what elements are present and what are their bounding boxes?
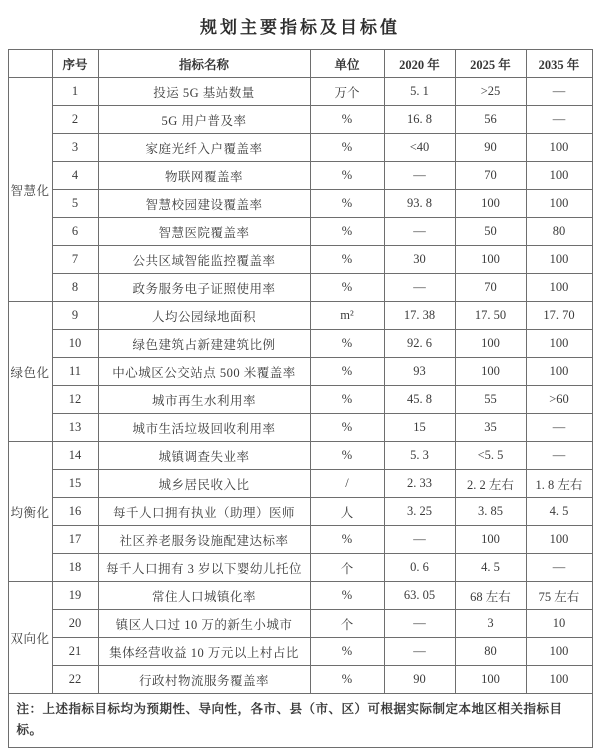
- unit-cell: 个: [310, 554, 384, 582]
- row-number: 13: [52, 414, 98, 442]
- row-number: 11: [52, 358, 98, 386]
- value-2025: 55: [455, 386, 526, 414]
- table-row: [8, 442, 592, 470]
- header-group: [8, 50, 52, 78]
- unit-cell: 个: [310, 610, 384, 638]
- value-2025: 17. 50: [455, 302, 526, 330]
- value-2035: 100: [526, 638, 592, 666]
- row-number: 9: [52, 302, 98, 330]
- value-2020: 3. 25: [384, 498, 455, 526]
- value-2025: 70: [455, 274, 526, 302]
- value-2020: 90: [384, 666, 455, 694]
- value-2035: —: [526, 106, 592, 134]
- value-2035: 100: [526, 274, 592, 302]
- unit-cell: 人: [310, 498, 384, 526]
- indicator-name: 常住人口城镇化率: [98, 582, 310, 610]
- value-2025: 100: [455, 526, 526, 554]
- table-row: [8, 78, 592, 106]
- value-2035: —: [526, 78, 592, 106]
- header-unit: 单位: [310, 50, 384, 78]
- value-2035: —: [526, 442, 592, 470]
- table-row: [8, 358, 592, 386]
- indicator-name: 智慧医院覆盖率: [98, 218, 310, 246]
- unit-cell: /: [310, 470, 384, 498]
- row-number: 16: [52, 498, 98, 526]
- table-row: [8, 526, 592, 554]
- value-2025: 100: [455, 246, 526, 274]
- table-row: [8, 190, 592, 218]
- row-number: 1: [52, 78, 98, 106]
- row-number: 7: [52, 246, 98, 274]
- value-2035: —: [526, 554, 592, 582]
- row-number: 17: [52, 526, 98, 554]
- value-2035: 100: [526, 134, 592, 162]
- value-2020: —: [384, 274, 455, 302]
- indicator-name: 投运 5G 基站数量: [98, 78, 310, 106]
- table-footer: [8, 694, 592, 748]
- value-2025: 70: [455, 162, 526, 190]
- row-number: 8: [52, 274, 98, 302]
- value-2020: 93. 8: [384, 190, 455, 218]
- row-number: 19: [52, 582, 98, 610]
- indicator-name: 绿色建筑占新建建筑比例: [98, 330, 310, 358]
- unit-cell: %: [310, 330, 384, 358]
- unit-cell: %: [310, 638, 384, 666]
- value-2025: 50: [455, 218, 526, 246]
- value-2025: >25: [455, 78, 526, 106]
- indicator-name: 城市生活垃圾回收利用率: [98, 414, 310, 442]
- value-2020: 45. 8: [384, 386, 455, 414]
- row-number: 4: [52, 162, 98, 190]
- value-2020: 63. 05: [384, 582, 455, 610]
- group-label: 双向化: [8, 582, 52, 694]
- row-number: 20: [52, 610, 98, 638]
- row-number: 21: [52, 638, 98, 666]
- value-2035: 17. 70: [526, 302, 592, 330]
- value-2025: 100: [455, 666, 526, 694]
- value-2020: 93: [384, 358, 455, 386]
- unit-cell: %: [310, 526, 384, 554]
- value-2025: 100: [455, 358, 526, 386]
- row-number: 10: [52, 330, 98, 358]
- indicator-name: 物联网覆盖率: [98, 162, 310, 190]
- value-2020: —: [384, 218, 455, 246]
- header-2025: 2025 年: [455, 50, 526, 78]
- page-title: 规划主要指标及目标值: [200, 18, 400, 37]
- header-row: [8, 50, 592, 78]
- table-row: [8, 666, 592, 694]
- value-2035: 100: [526, 162, 592, 190]
- value-2025: 100: [455, 330, 526, 358]
- value-2025: 3. 85: [455, 498, 526, 526]
- indicator-name: 城乡居民收入比: [98, 470, 310, 498]
- indicator-name: 家庭光纤入户覆盖率: [98, 134, 310, 162]
- row-number: 22: [52, 666, 98, 694]
- indicator-name: 每千人口拥有执业（助理）医师: [98, 498, 310, 526]
- value-2025: 56: [455, 106, 526, 134]
- value-2020: 17. 38: [384, 302, 455, 330]
- header-no: 序号: [52, 50, 98, 78]
- value-2025: 35: [455, 414, 526, 442]
- value-2035: 75 左右: [526, 582, 592, 610]
- value-2020: 92. 6: [384, 330, 455, 358]
- value-2025: 68 左右: [455, 582, 526, 610]
- table-row: [8, 582, 592, 610]
- value-2035: 80: [526, 218, 592, 246]
- value-2020: 15: [384, 414, 455, 442]
- indicators-table: [8, 49, 593, 748]
- table-row: [8, 554, 592, 582]
- unit-cell: %: [310, 666, 384, 694]
- table-body: [8, 78, 592, 694]
- value-2035: 100: [526, 330, 592, 358]
- value-2020: <40: [384, 134, 455, 162]
- table-row: [8, 470, 592, 498]
- note-row: [8, 694, 592, 748]
- value-2025: 3: [455, 610, 526, 638]
- table-row: [8, 162, 592, 190]
- unit-cell: %: [310, 218, 384, 246]
- table-row: [8, 218, 592, 246]
- value-2035: 100: [526, 246, 592, 274]
- unit-cell: %: [310, 190, 384, 218]
- indicator-name: 中心城区公交站点 500 米覆盖率: [98, 358, 310, 386]
- unit-cell: %: [310, 106, 384, 134]
- value-2035: 100: [526, 190, 592, 218]
- indicator-name: 人均公园绿地面积: [98, 302, 310, 330]
- table-row: [8, 246, 592, 274]
- value-2025: 80: [455, 638, 526, 666]
- header-2020: 2020 年: [384, 50, 455, 78]
- row-number: 6: [52, 218, 98, 246]
- indicator-name: 政务服务电子证照使用率: [98, 274, 310, 302]
- value-2025: 100: [455, 190, 526, 218]
- table-row: [8, 134, 592, 162]
- value-2035: 100: [526, 666, 592, 694]
- unit-cell: %: [310, 162, 384, 190]
- value-2020: 5. 3: [384, 442, 455, 470]
- indicator-name: 社区养老服务设施配建达标率: [98, 526, 310, 554]
- indicator-name: 集体经营收益 10 万元以上村占比: [98, 638, 310, 666]
- value-2035: 4. 5: [526, 498, 592, 526]
- unit-cell: %: [310, 442, 384, 470]
- row-number: 5: [52, 190, 98, 218]
- header-indicator-name: 指标名称: [98, 50, 310, 78]
- table-row: [8, 638, 592, 666]
- indicator-name: 5G 用户普及率: [98, 106, 310, 134]
- value-2035: >60: [526, 386, 592, 414]
- table-row: [8, 302, 592, 330]
- indicator-name: 公共区域智能监控覆盖率: [98, 246, 310, 274]
- row-number: 14: [52, 442, 98, 470]
- unit-cell: 万个: [310, 78, 384, 106]
- group-label: 智慧化: [8, 78, 52, 302]
- value-2025: 2. 2 左右: [455, 470, 526, 498]
- table-header: [8, 50, 592, 78]
- indicator-name: 城镇调查失业率: [98, 442, 310, 470]
- unit-cell: %: [310, 582, 384, 610]
- unit-cell: %: [310, 274, 384, 302]
- value-2020: 16. 8: [384, 106, 455, 134]
- indicator-name: 镇区人口过 10 万的新生小城市: [98, 610, 310, 638]
- table-row: [8, 274, 592, 302]
- value-2035: 100: [526, 358, 592, 386]
- value-2020: —: [384, 610, 455, 638]
- value-2020: 2. 33: [384, 470, 455, 498]
- value-2035: 100: [526, 526, 592, 554]
- indicator-name: 智慧校园建设覆盖率: [98, 190, 310, 218]
- value-2020: 5. 1: [384, 78, 455, 106]
- indicator-name: 行政村物流服务覆盖率: [98, 666, 310, 694]
- unit-cell: %: [310, 134, 384, 162]
- group-label: 绿色化: [8, 302, 52, 442]
- group-label: 均衡化: [8, 442, 52, 582]
- unit-cell: %: [310, 414, 384, 442]
- indicator-name: 每千人口拥有 3 岁以下婴幼儿托位: [98, 554, 310, 582]
- unit-cell: %: [310, 386, 384, 414]
- unit-cell: %: [310, 358, 384, 386]
- table-row: [8, 610, 592, 638]
- value-2025: 4. 5: [455, 554, 526, 582]
- header-2035: 2035 年: [526, 50, 592, 78]
- table-row: [8, 106, 592, 134]
- row-number: 15: [52, 470, 98, 498]
- unit-cell: %: [310, 246, 384, 274]
- value-2020: —: [384, 638, 455, 666]
- row-number: 3: [52, 134, 98, 162]
- value-2020: —: [384, 526, 455, 554]
- value-2020: —: [384, 162, 455, 190]
- row-number: 18: [52, 554, 98, 582]
- row-number: 2: [52, 106, 98, 134]
- indicator-name: 城市再生水利用率: [98, 386, 310, 414]
- row-number: 12: [52, 386, 98, 414]
- value-2035: 10: [526, 610, 592, 638]
- unit-cell: m²: [310, 302, 384, 330]
- table-row: [8, 414, 592, 442]
- table-row: [8, 330, 592, 358]
- value-2035: —: [526, 414, 592, 442]
- value-2025: 90: [455, 134, 526, 162]
- value-2020: 30: [384, 246, 455, 274]
- value-2035: 1. 8 左右: [526, 470, 592, 498]
- table-row: [8, 386, 592, 414]
- table-row: [8, 498, 592, 526]
- table-note: 注：上述指标目标均为预期性、导向性，各市、县（市、区）可根据实际制定本地区相关指标目标。: [8, 694, 592, 748]
- value-2025: <5. 5: [455, 442, 526, 470]
- value-2020: 0. 6: [384, 554, 455, 582]
